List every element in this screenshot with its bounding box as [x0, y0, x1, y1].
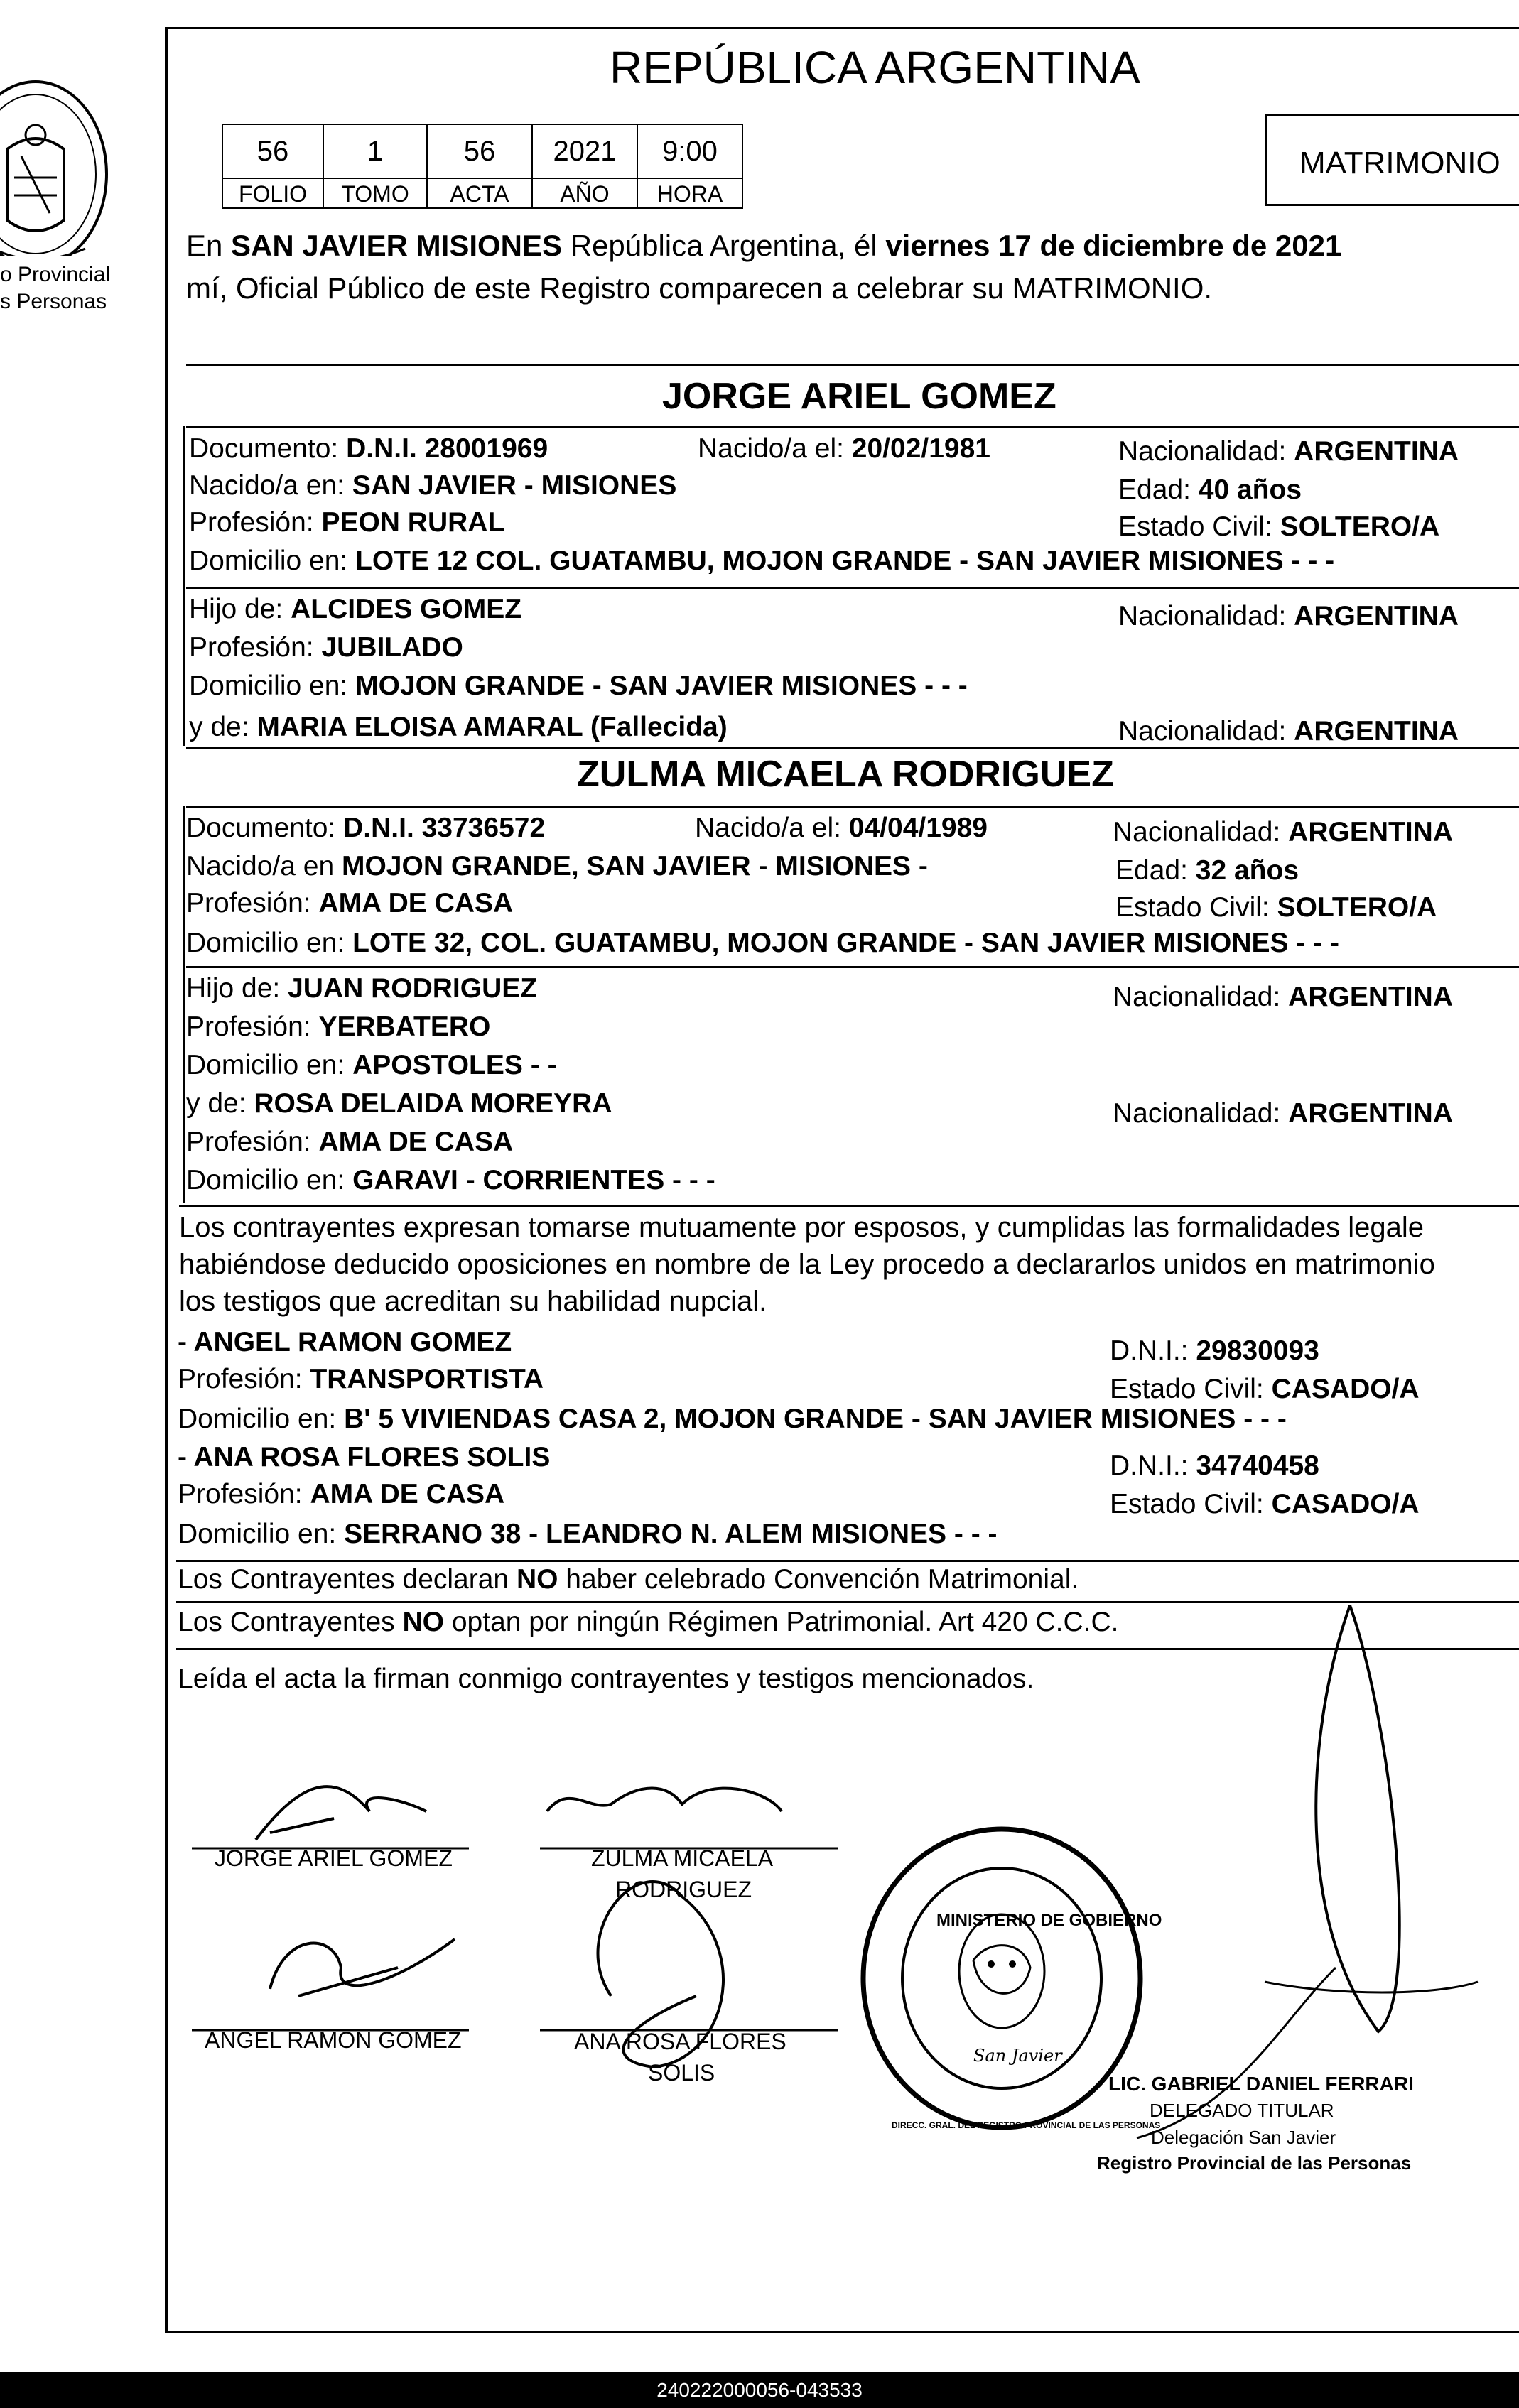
- label: Nacionalidad:: [1113, 1098, 1289, 1129]
- bride-nat-value: ARGENTINA: [1288, 817, 1454, 847]
- label: Documento:: [186, 813, 344, 843]
- value: JUBILADO: [321, 632, 463, 663]
- folio-value-cell: 56: [222, 124, 324, 179]
- groom-civil-status: [1118, 511, 1439, 543]
- text: NO: [516, 1564, 558, 1595]
- intro-place: SAN JAVIER MISIONES: [231, 229, 563, 262]
- ano-label-cell: AÑO: [531, 178, 638, 209]
- label: Estado Civil:: [1110, 1489, 1272, 1519]
- groom-father-address: [189, 671, 968, 702]
- intro-date: viernes 17 de diciembre de 2021: [885, 229, 1342, 262]
- label: Estado Civil:: [1118, 511, 1280, 542]
- divider: [186, 747, 1519, 749]
- section-left-border: [183, 426, 185, 746]
- groom-father-profession: [189, 632, 463, 663]
- bride-father-address: [186, 1050, 557, 1081]
- acta-label-cell: ACTA: [426, 178, 533, 209]
- label: Nacionalidad:: [1118, 716, 1294, 747]
- closing-statement: Leída el acta la firman conmigo contrayentes y testigos mencionados.: [178, 1664, 1034, 1694]
- official-org: Registro Provincial de las Personas: [1097, 2152, 1412, 2174]
- bride-address: [186, 928, 1339, 959]
- groom-born: [698, 433, 990, 465]
- signature-label-witness-2-2: SOLIS: [648, 2060, 715, 2086]
- label: Estado Civil:: [1110, 1374, 1272, 1404]
- section-left-border: [183, 806, 185, 1203]
- signature-label-witness-1: ANGEL RAMON GOMEZ: [205, 2027, 462, 2053]
- signature-label-witness-2-1: ANA ROSA FLORES: [574, 2029, 786, 2054]
- coat-of-arms-icon: [0, 43, 121, 256]
- witness-1-name: - ANGEL RAMON GOMEZ: [178, 1327, 512, 1357]
- groom-prof-value: PEON RURAL: [321, 507, 505, 538]
- bride-addr-value: LOTE 32, COL. GUATAMBU, MOJON GRANDE - SAN JAVIER MISIONES - - -: [352, 928, 1339, 958]
- divider: [179, 1205, 1519, 1207]
- label: Hijo de:: [189, 594, 291, 624]
- label: Estado Civil:: [1115, 892, 1277, 923]
- label: y de:: [186, 1088, 254, 1119]
- label: Documento:: [189, 433, 347, 464]
- witness-2-civil-status: [1110, 1489, 1420, 1520]
- groom-mother: [189, 712, 728, 743]
- label: Domicilio en:: [189, 671, 356, 701]
- label: Domicilio en:: [186, 1050, 353, 1080]
- groom-dni: D.N.I. 28001969: [346, 433, 548, 464]
- seal-inner-text: MINISTERIO DE GOBIERNO: [936, 1911, 1162, 1930]
- bride-name: ZULMA MICAELA RODRIGUEZ: [577, 754, 1114, 795]
- label: Nacionalidad:: [1118, 436, 1294, 467]
- label: Edad:: [1115, 855, 1196, 886]
- ano-value-cell: 2021: [531, 124, 638, 179]
- value: CASADO/A: [1271, 1374, 1420, 1404]
- label: D.N.I.:: [1110, 1450, 1196, 1481]
- intro-line-2: mí, Oficial Público de este Registro comparecen a celebrar su MATRIMONIO.: [186, 271, 1213, 305]
- intro-text-b: República Argentina, él: [562, 229, 886, 262]
- groom-birthplace-value: SAN JAVIER - MISIONES: [352, 470, 677, 501]
- label: Domicilio en:: [178, 1404, 345, 1434]
- groom-civil-value: SOLTERO/A: [1280, 511, 1440, 542]
- witness-1-address: [178, 1404, 1287, 1435]
- value: ARGENTINA: [1288, 982, 1454, 1012]
- groom-birthplace: [189, 470, 676, 501]
- witness-2-address: [178, 1519, 998, 1550]
- bride-document: [186, 813, 545, 844]
- label: Domicilio en:: [186, 928, 353, 958]
- label: Profesión:: [178, 1364, 310, 1394]
- value: APOSTOLES - -: [352, 1050, 557, 1080]
- label: Nacido/a el:: [698, 433, 852, 464]
- label: Nacido/a en:: [189, 470, 352, 501]
- label: Profesión:: [189, 507, 322, 538]
- bride-signature: [547, 1789, 782, 1812]
- bride-age-value: 32 años: [1195, 855, 1299, 886]
- divider: [186, 966, 1519, 968]
- label: Nacido/a en: [186, 851, 342, 882]
- footer-id-bar: 240222000056-043533: [0, 2372, 1519, 2408]
- groom-addr-value: LOTE 12 COL. GUATAMBU, MOJON GRANDE - SAN JAVIER MISIONES - - -: [355, 546, 1335, 576]
- doc-type-box: [1265, 114, 1519, 206]
- value: TRANSPORTISTA: [310, 1364, 544, 1394]
- label: Domicilio en:: [186, 1165, 353, 1195]
- text: Los Contrayentes: [178, 1607, 403, 1637]
- intro-line-1: [186, 229, 1341, 263]
- groom-birthdate: 20/02/1981: [851, 433, 990, 464]
- bride-father: [186, 973, 537, 1004]
- logo-text-2: s Personas: [0, 290, 107, 313]
- label: Nacido/a el:: [695, 813, 849, 843]
- value: B' 5 VIVIENDAS CASA 2, MOJON GRANDE - SAN JAVIER MISIONES - - -: [344, 1404, 1287, 1434]
- tomo-value-cell: 1: [323, 124, 428, 179]
- label: Nacionalidad:: [1118, 601, 1294, 631]
- text: NO: [402, 1607, 445, 1637]
- bride-dni: D.N.I. 33736572: [343, 813, 546, 843]
- bride-profession: [186, 888, 513, 919]
- doc-type-label: MATRIMONIO: [1299, 146, 1501, 180]
- value: SERRANO 38 - LEANDRO N. ALEM MISIONES - - -: [344, 1519, 998, 1549]
- label: Profesión:: [186, 1012, 319, 1042]
- label: Hijo de:: [186, 973, 288, 1004]
- groom-document: [189, 433, 548, 465]
- witness-2-name: - ANA ROSA FLORES SOLIS: [178, 1442, 551, 1473]
- signature-label-groom: JORGE ARIEL GOMEZ: [215, 1845, 453, 1871]
- witness-1-signature: [270, 1939, 455, 1996]
- official-office: Delegación San Javier: [1151, 2127, 1336, 2148]
- value: YERBATERO: [318, 1012, 491, 1042]
- convention-line-1: [178, 1564, 1079, 1595]
- official-title: DELEGADO TITULAR: [1150, 2100, 1334, 2121]
- witness-1-profession: [178, 1364, 544, 1395]
- label: Domicilio en:: [189, 546, 356, 576]
- groom-nat-value: ARGENTINA: [1294, 436, 1459, 467]
- bride-mother: [186, 1088, 612, 1119]
- label: Nacionalidad:: [1113, 982, 1289, 1012]
- value: JUAN RODRIGUEZ: [288, 973, 538, 1004]
- label: Nacionalidad:: [1113, 817, 1289, 847]
- text: optan por ningún Régimen Patrimonial. Art 420 C.C.C.: [444, 1607, 1119, 1637]
- tomo-label-cell: TOMO: [323, 178, 428, 209]
- groom-address: [189, 546, 1334, 577]
- bride-nationality: [1113, 817, 1453, 848]
- label: y de:: [189, 712, 257, 742]
- seal-place: San Javier: [973, 2046, 1062, 2066]
- value: ARGENTINA: [1294, 601, 1459, 631]
- label: Profesión:: [186, 1127, 319, 1157]
- value: AMA DE CASA: [318, 1127, 514, 1157]
- label: Edad:: [1118, 474, 1199, 505]
- divider: [176, 1560, 1519, 1562]
- registry-logo: [0, 43, 121, 256]
- groom-name: JORGE ARIEL GOMEZ: [662, 376, 1056, 417]
- signature-label-bride-2: RODRIGUEZ: [615, 1877, 752, 1902]
- value: 34740458: [1196, 1450, 1319, 1481]
- value: ARGENTINA: [1294, 716, 1459, 747]
- logo-text-1: o Provincial: [0, 263, 111, 286]
- witness-2-dni: [1110, 1450, 1319, 1482]
- groom-age-value: 40 años: [1198, 474, 1302, 505]
- bride-father-profession: [186, 1012, 490, 1043]
- country-title: REPÚBLICA ARGENTINA: [610, 42, 1140, 93]
- bride-mother-address: [186, 1165, 715, 1196]
- groom-age: [1118, 474, 1302, 506]
- bride-prof-value: AMA DE CASA: [318, 888, 514, 918]
- label: Profesión:: [189, 632, 322, 663]
- seal-icon: [853, 1818, 1151, 2138]
- declaration-line-3: los testigos que acreditan su habilidad nupcial.: [179, 1286, 767, 1317]
- label: Domicilio en:: [178, 1519, 345, 1549]
- bride-civil-status: [1115, 892, 1437, 923]
- value: CASADO/A: [1271, 1489, 1420, 1519]
- bride-mother-profession: [186, 1127, 513, 1158]
- value: GARAVI - CORRIENTES - - -: [352, 1165, 715, 1195]
- groom-signature: [256, 1786, 426, 1840]
- hora-label-cell: HORA: [637, 178, 743, 209]
- divider: [186, 806, 1519, 808]
- groom-father-nationality: [1118, 601, 1459, 632]
- divider: [186, 426, 1519, 428]
- value: ARGENTINA: [1288, 1098, 1454, 1129]
- declaration-line-2: habiéndose deducido oposiciones en nombre de la Ley procedo a declararlos unidos en matrimonio: [179, 1249, 1435, 1280]
- groom-father: [189, 594, 521, 625]
- official-name: LIC. GABRIEL DANIEL FERRARI: [1108, 2073, 1414, 2095]
- seal-ring-text: DIRECC. GRAL. DEL REGISTRO PROVINCIAL DE LAS PERSONAS: [892, 2120, 1161, 2130]
- bride-birthplace: [186, 851, 928, 882]
- groom-profession: [189, 507, 504, 538]
- text: haber celebrado Convención Matrimonial.: [558, 1564, 1079, 1595]
- acta-value-cell: 56: [426, 124, 533, 179]
- value: MARIA ELOISA AMARAL (Fallecida): [256, 712, 728, 742]
- hora-value-cell: 9:00: [637, 124, 743, 179]
- value: 29830093: [1196, 1335, 1319, 1366]
- groom-nationality: [1118, 436, 1459, 467]
- declaration-line-1: Los contrayentes expresan tomarse mutuamente por esposos, y cumplidas las formalidades legale: [179, 1212, 1425, 1243]
- bride-age: [1115, 855, 1299, 886]
- bride-mother-nationality: [1113, 1098, 1453, 1129]
- folio-label-cell: FOLIO: [222, 178, 324, 209]
- bride-father-nationality: [1113, 982, 1453, 1013]
- divider: [186, 587, 1519, 589]
- witness-1-civil-status: [1110, 1374, 1420, 1405]
- value: ROSA DELAIDA MOREYRA: [254, 1088, 612, 1119]
- value: MOJON GRANDE - SAN JAVIER MISIONES - - -: [355, 671, 968, 701]
- bride-born: [695, 813, 988, 844]
- official-seal: [853, 1818, 1151, 2138]
- value: AMA DE CASA: [310, 1479, 505, 1509]
- label: D.N.I.:: [1110, 1335, 1196, 1366]
- bride-birthdate: 04/04/1989: [848, 813, 988, 843]
- groom-mother-nationality: [1118, 716, 1459, 747]
- label: Profesión:: [178, 1479, 310, 1509]
- groom-father-value: ALCIDES GOMEZ: [291, 594, 522, 624]
- bride-birthplace-value: MOJON GRANDE, SAN JAVIER - MISIONES -: [341, 851, 928, 882]
- label: Profesión:: [186, 888, 319, 918]
- signature-label-bride-1: ZULMA MICAELA: [591, 1845, 774, 1871]
- witness-1-dni: [1110, 1335, 1319, 1367]
- witness-2-profession: [178, 1479, 504, 1510]
- divider: [186, 364, 1519, 366]
- bride-civil-value: SOLTERO/A: [1277, 892, 1437, 923]
- intro-text-a: En: [186, 229, 232, 262]
- text: Los Contrayentes declaran: [178, 1564, 517, 1595]
